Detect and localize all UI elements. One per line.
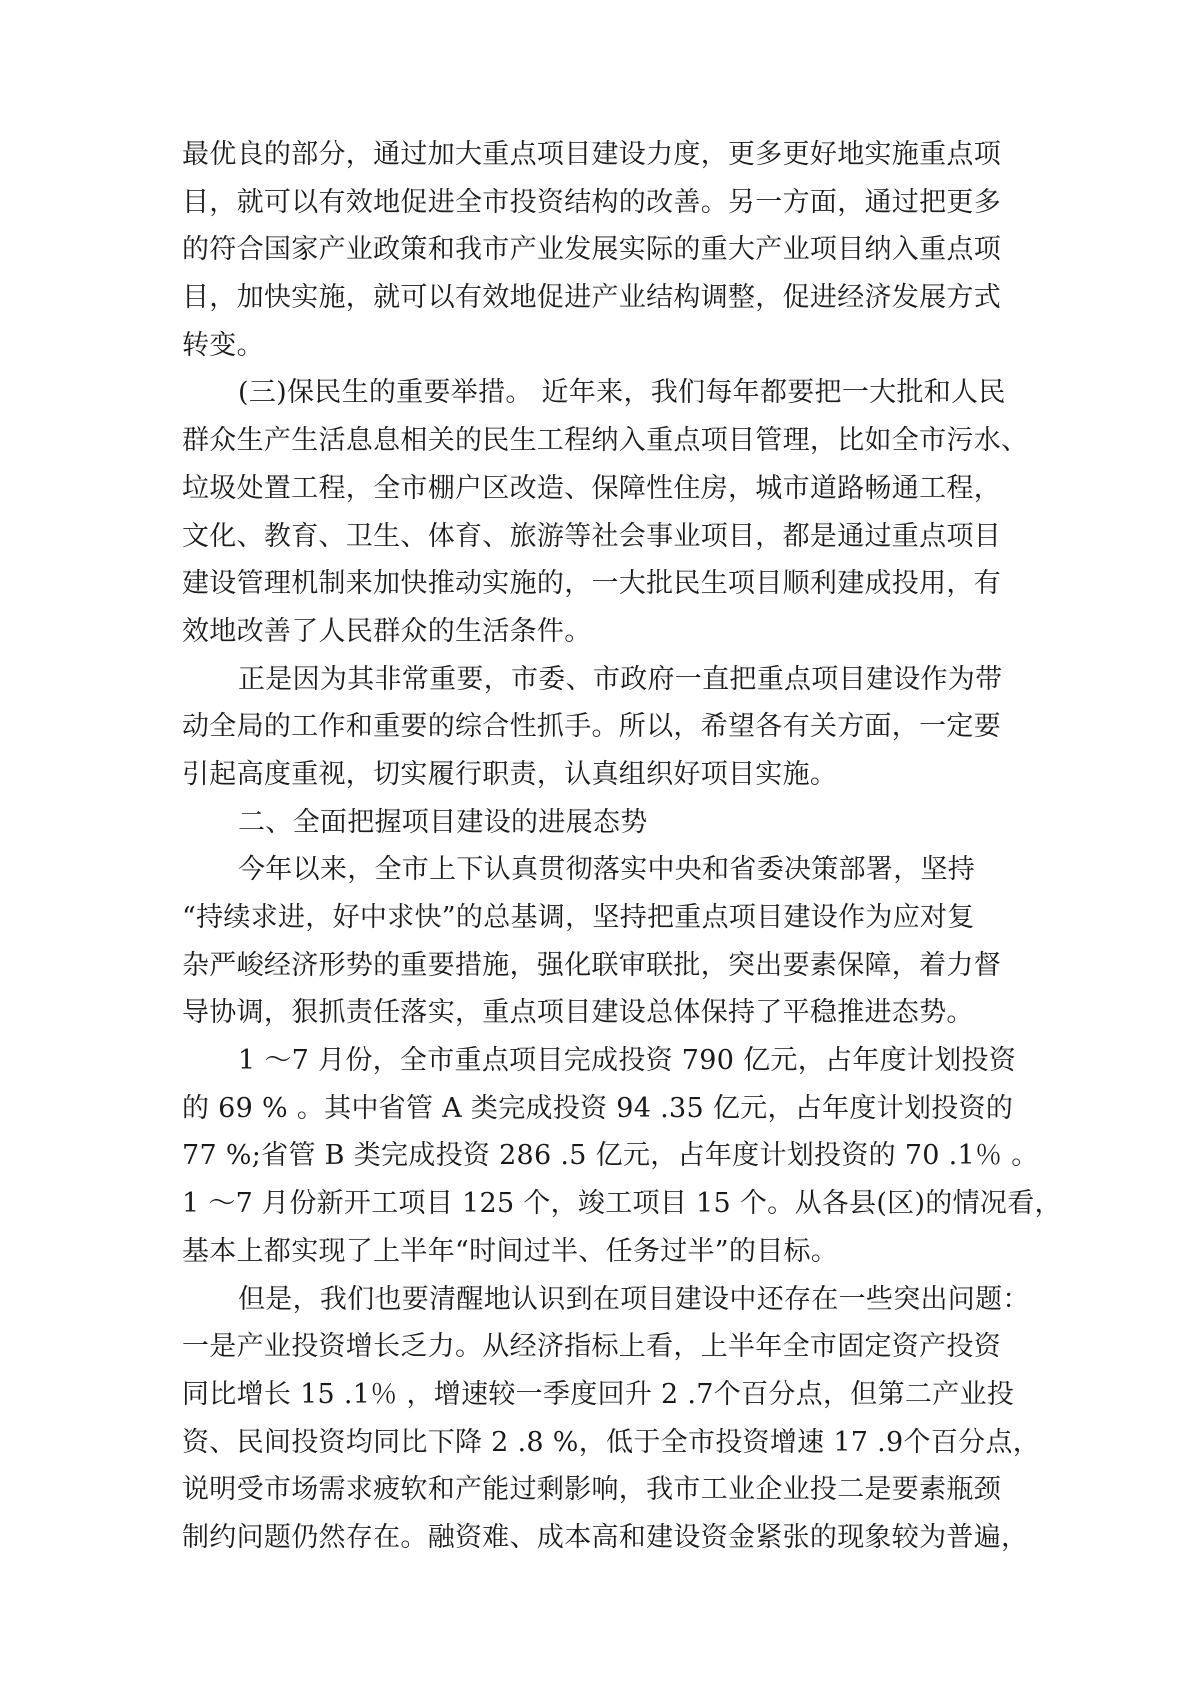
text-line: 转变。 [182,329,264,361]
text-line: 目，加快实施，就可以有效地促进产业结构调整，促进经济发展方式 [182,282,1001,314]
text-line: 77 %;省管 B 类完成投资 286 .5 亿元，占年度计划投资的 70 .1％ 。 [182,1140,1039,1172]
text-line: 的符合国家产业政策和我市产业发展实际的重大产业项目纳入重点项 [182,234,1001,266]
text-line: 建设管理机制来加快推动实施的，一大批民生项目顺利建成投用，有 [182,568,1001,600]
text-line: 制约问题仍然存在。融资难、成本高和建设资金紧张的现象较为普遍， [182,1521,1029,1553]
text-line: 同比增长 15 .1％ ，增速较一季度回升 2 .7个百分点，但第二产业投 [182,1378,1015,1410]
text-line: 垃圾处置工程，全市棚户区改造、保障性住房，城市道路畅通工程， [182,472,1001,504]
document-body [182,131,1062,1562]
text-line: 引起高度重视，切实履行职责，认真组织好项目实施。 [182,758,838,790]
text-line: 目，就可以有效地促进全市投资结构的改善。另一方面，通过把更多 [182,186,1001,218]
text-line: 效地改善了人民群众的生活条件。 [182,615,592,647]
paragraph-start-line: (三)保民生的重要举措。 近年来，我们每年都要把一大批和人民 [238,377,1006,409]
text-line: 说明受市场需求疲软和产能过剩影响，我市工业企业投二是要素瓶颈 [182,1474,1001,1506]
text-line: 群众生产生活息息相关的民生工程纳入重点项目管理，比如全市污水、 [182,425,1029,457]
paragraph-start-line: 正是因为其非常重要，市委、市政府一直把重点项目建设作为带 [238,663,1003,695]
text-line: “持续求进，好中求快”的总基调，坚持把重点项目建设作为应对复 [182,902,975,933]
text-line: 1 ～7 月份新开工项目 125 个，竣工项目 15 个。从各县(区)的情况看， [182,1188,1062,1220]
paragraph-start-line: 但是，我们也要清醒地认识到在项目建设中还存在一些突出问题： [238,1283,1030,1315]
text-line: 最优良的部分，通过加大重点项目建设力度，更多更好地实施重点项 [182,139,1001,170]
text-line: 导协调，狠抓责任落实，重点项目建设总体保持了平稳推进态势。 [182,997,974,1029]
text-line: 一是产业投资增长乏力。从经济指标上看，上半年全市固定资产投资 [182,1331,1001,1363]
text-line: 资、民间投资均同比下降 2 .8 %，低于全市投资增速 17 .9个百分点， [182,1426,1041,1458]
text-line: 动全局的工作和重要的综合性抓手。所以，希望各有关方面，一定要 [182,711,1001,743]
paragraph-start-line: 1 ～7 月份，全市重点项目完成投资 790 亿元，占年度计划投资 [238,1045,1017,1077]
paragraph-start-line: 今年以来，全市上下认真贯彻落实中央和省委决策部署，坚持 [238,854,976,886]
text-line: 的 69 % 。其中省管 A 类完成投资 94 .35 亿元，占年度计划投资的 [182,1092,1014,1124]
text-line: 杂严峻经济形势的重要措施，强化联审联批，突出要素保障，着力督 [182,949,1001,981]
text-line: 文化、教育、卫生、体育、旅游等社会事业项目，都是通过重点项目 [182,520,1001,552]
section-heading: 二、全面把握项目建设的进展态势 [238,806,648,838]
text-line: 基本上都实现了上半年“时间过半、任务过半”的目标。 [182,1235,839,1267]
